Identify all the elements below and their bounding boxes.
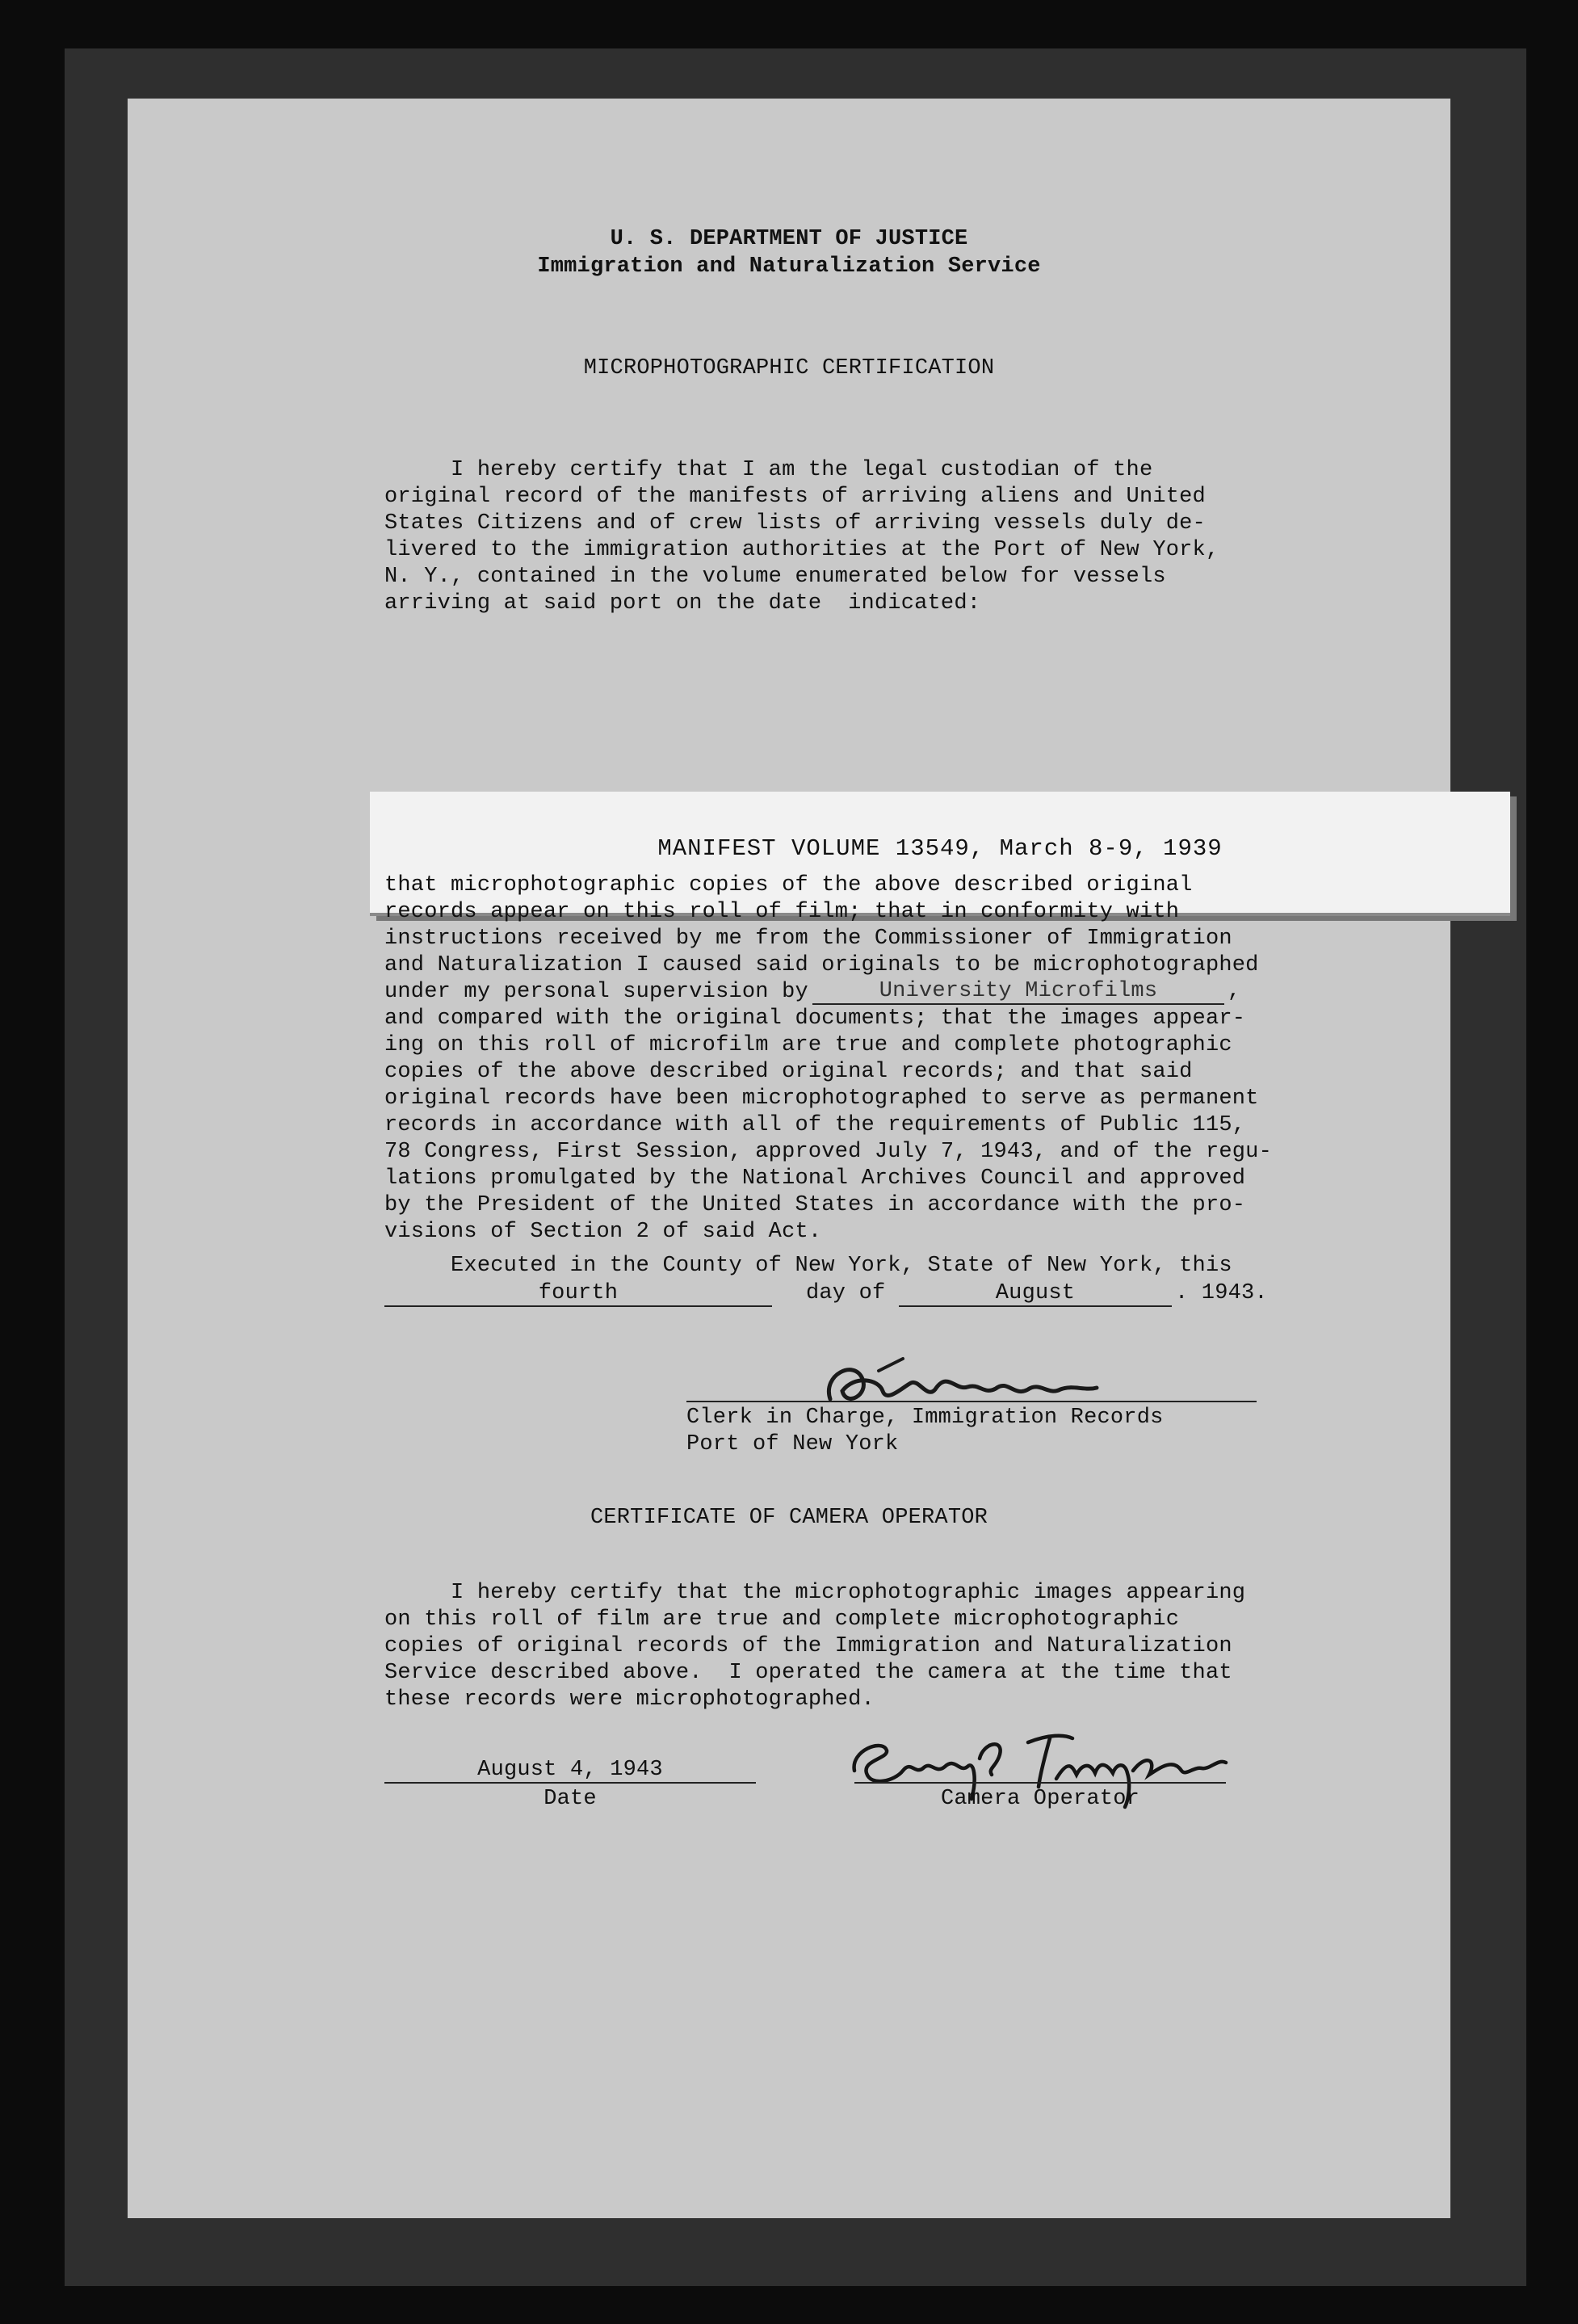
header-service: Immigration and Naturalization Service xyxy=(537,254,1041,279)
operator-label: Camera Operator xyxy=(940,1787,1140,1811)
body-line: records appear on this roll of film; that in conformity with xyxy=(384,900,1180,924)
year-value: . 1943. xyxy=(1175,1281,1268,1305)
camera-line: Service described above. I operated the camera at the time that xyxy=(384,1661,1232,1685)
camera-line: on this roll of film are true and complete microphotographic xyxy=(384,1607,1180,1632)
body-line: and Naturalization I caused said originals to be microphotographed xyxy=(384,953,1259,977)
manifest-volume-text: MANIFEST VOLUME 13549, March 8-9, 1939 xyxy=(657,835,1223,862)
body-line: by the President of the United States in accordance with the pro- xyxy=(384,1193,1246,1217)
clerk-office: Port of New York xyxy=(686,1432,899,1456)
day-value: fourth xyxy=(538,1281,619,1305)
body-line: copies of the above described original records; and that said xyxy=(384,1060,1193,1084)
body-line: ing on this roll of microfilm are true and complete photographic xyxy=(384,1033,1232,1057)
header-department: U. S. DEPARTMENT OF JUSTICE xyxy=(610,227,968,251)
certificate-title: MICROPHOTOGRAPHIC CERTIFICATION xyxy=(583,356,995,380)
body-line: records in accordance with all of the requirements of Public 115, xyxy=(384,1113,1246,1137)
body-line: visions of Section 2 of said Act. xyxy=(384,1220,822,1244)
certificate-page xyxy=(128,99,1450,2218)
body-line: that microphotographic copies of the above described original xyxy=(384,873,1193,897)
body-line: 78 Congress, First Session, approved July 7, 1943, and of the regu- xyxy=(384,1140,1272,1164)
camera-line: I hereby certify that the microphotographic images appearing xyxy=(384,1581,1246,1605)
supervisor-name: University Microfilms xyxy=(879,979,1158,1003)
intro-line: arriving at said port on the date indicated: xyxy=(384,591,981,616)
date-value: August 4, 1943 xyxy=(477,1758,663,1782)
body-line: under my personal supervision by xyxy=(384,980,808,1004)
intro-line: States Citizens and of crew lists of arriving vessels duly de- xyxy=(384,511,1206,536)
clerk-signature-line xyxy=(686,1401,1257,1402)
clerk-title: Clerk in Charge, Immigration Records xyxy=(686,1406,1164,1430)
intro-line: original record of the manifests of arriving aliens and United xyxy=(384,485,1206,509)
body-line: instructions received by me from the Commissioner of Immigration xyxy=(384,927,1232,951)
month-value: August xyxy=(995,1281,1076,1305)
operator-underline xyxy=(854,1782,1226,1784)
body-line: and compared with the original documents; that the images appear- xyxy=(384,1007,1246,1031)
intro-line: livered to the immigration authorities at the Port of New York, xyxy=(384,538,1219,562)
body-line: original records have been microphotographed to serve as permanent xyxy=(384,1086,1259,1111)
camera-heading: CERTIFICATE OF CAMERA OPERATOR xyxy=(590,1506,988,1530)
date-label: Date xyxy=(543,1787,597,1811)
body-line: lations promulgated by the National Archives Council and approved xyxy=(384,1166,1246,1191)
day-of-label: day of xyxy=(806,1281,886,1305)
camera-line: these records were microphotographed. xyxy=(384,1687,875,1712)
supervisor-comma: , xyxy=(1228,979,1241,1003)
intro-line: I hereby certify that I am the legal custodian of the xyxy=(384,458,1153,482)
intro-line: N. Y., contained in the volume enumerated below for vessels xyxy=(384,565,1166,589)
executed-line: Executed in the County of New York, State of New York, this xyxy=(384,1254,1232,1278)
camera-line: copies of original records of the Immigration and Naturalization xyxy=(384,1634,1232,1658)
